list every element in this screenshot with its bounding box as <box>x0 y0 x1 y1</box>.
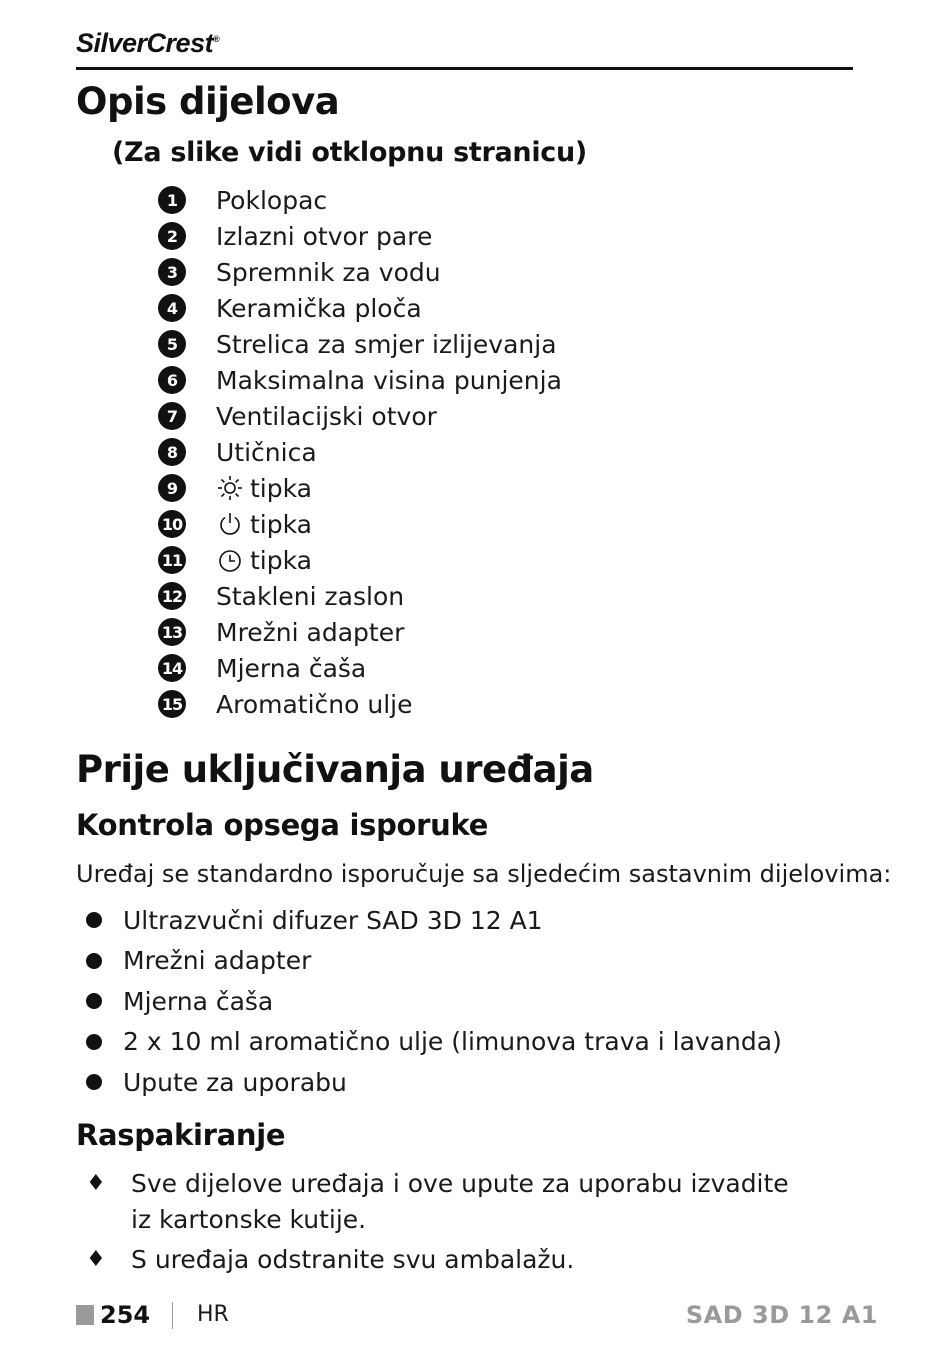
item-number-badge: 9 <box>158 474 186 502</box>
model-number: SAD 3D 12 A1 <box>685 1301 878 1329</box>
list-item <box>158 218 562 254</box>
list-item: Mrežni adapter <box>86 941 782 982</box>
list-item <box>158 542 562 578</box>
list-item <box>158 434 562 470</box>
diamond-bullet-icon: ♦ <box>86 1171 106 1196</box>
list-item <box>158 578 562 614</box>
item-number-badge: 13 <box>158 618 186 646</box>
part-label: Maksimalna visina punjenja <box>216 365 562 395</box>
item-number-badge: 15 <box>158 690 186 718</box>
subsection-title-scope: Kontrola opsega isporuke <box>76 808 489 842</box>
bullet-icon <box>86 1034 102 1050</box>
list-item <box>158 614 562 650</box>
bullet-icon <box>86 993 102 1009</box>
item-number-badge: 1 <box>158 186 186 214</box>
part-label: Strelica za smjer izlijevanja <box>216 329 557 359</box>
list-item: Mjerna čaša <box>86 981 782 1022</box>
section-title-before-use: Prije uključivanja uređaja <box>76 748 594 791</box>
footer-divider <box>172 1302 173 1329</box>
list-item <box>158 686 562 722</box>
list-item: 2 x 10 ml aromatično ulje (limunova trava i lavanda) <box>86 1022 782 1063</box>
header-rule <box>76 67 853 70</box>
scope-intro: Uređaj se standardno isporučuje sa sljedećim sastavnim dijelovima: <box>76 860 892 888</box>
item-number-badge: 10 <box>158 510 186 538</box>
delivery-list <box>86 900 782 1103</box>
part-label: Aromatično ulje <box>216 689 413 719</box>
item-number-badge: 2 <box>158 222 186 250</box>
footer-marker <box>76 1305 94 1325</box>
list-item: ♦ Sve dijelove uređaja i ove upute za uporabu izvadite iz kartonske kutije. <box>86 1166 806 1238</box>
part-label: tipka <box>250 545 312 575</box>
bullet-icon <box>86 912 102 928</box>
subsection-title-unpacking: Raspakiranje <box>76 1118 286 1152</box>
part-label: tipka <box>250 509 312 539</box>
item-number-badge: 14 <box>158 654 186 682</box>
part-label: Mrežni adapter <box>216 617 405 647</box>
list-item <box>158 326 562 362</box>
part-label: Mjerna čaša <box>216 653 367 683</box>
section-title-parts: Opis dijelova <box>76 80 340 123</box>
item-number-badge: 3 <box>158 258 186 286</box>
part-label: Utičnica <box>216 437 317 467</box>
list-item <box>158 650 562 686</box>
list-item <box>158 254 562 290</box>
list-item <box>158 506 562 542</box>
item-number-badge: 11 <box>158 546 186 574</box>
list-item: Ultrazvučni difuzer SAD 3D 12 A1 <box>86 900 782 941</box>
clock-icon <box>216 546 244 574</box>
item-number-badge: 6 <box>158 366 186 394</box>
language-code: HR <box>197 1302 229 1327</box>
sun-icon <box>216 474 244 502</box>
item-number-badge: 8 <box>158 438 186 466</box>
bullet-icon <box>86 1074 102 1090</box>
figure-reference: (Za slike vidi otklopnu stranicu) <box>112 137 587 168</box>
item-number-badge: 4 <box>158 294 186 322</box>
part-label: Ventilacijski otvor <box>216 401 437 431</box>
list-item: Upute za uporabu <box>86 1062 782 1103</box>
power-icon <box>216 510 244 538</box>
brand-logo: SilverCrest® <box>76 28 220 58</box>
unpacking-steps <box>86 1166 806 1278</box>
item-number-badge: 12 <box>158 582 186 610</box>
part-label: tipka <box>250 473 312 503</box>
part-label: Stakleni zaslon <box>216 581 405 611</box>
list-item <box>158 470 562 506</box>
part-label: Spremnik za vodu <box>216 257 441 287</box>
parts-list <box>158 182 562 722</box>
list-item <box>158 290 562 326</box>
list-item <box>158 398 562 434</box>
page-number: 254 <box>100 1301 151 1329</box>
part-label: Izlazni otvor pare <box>216 221 433 251</box>
item-number-badge: 5 <box>158 330 186 358</box>
item-number-badge: 7 <box>158 402 186 430</box>
list-item: ♦ S uređaja odstranite svu ambalažu. <box>86 1242 806 1278</box>
list-item <box>158 362 562 398</box>
list-item <box>158 182 562 218</box>
part-label: Poklopac <box>216 185 328 215</box>
part-label: Keramička ploča <box>216 293 422 323</box>
diamond-bullet-icon: ♦ <box>86 1247 106 1272</box>
bullet-icon <box>86 953 102 969</box>
